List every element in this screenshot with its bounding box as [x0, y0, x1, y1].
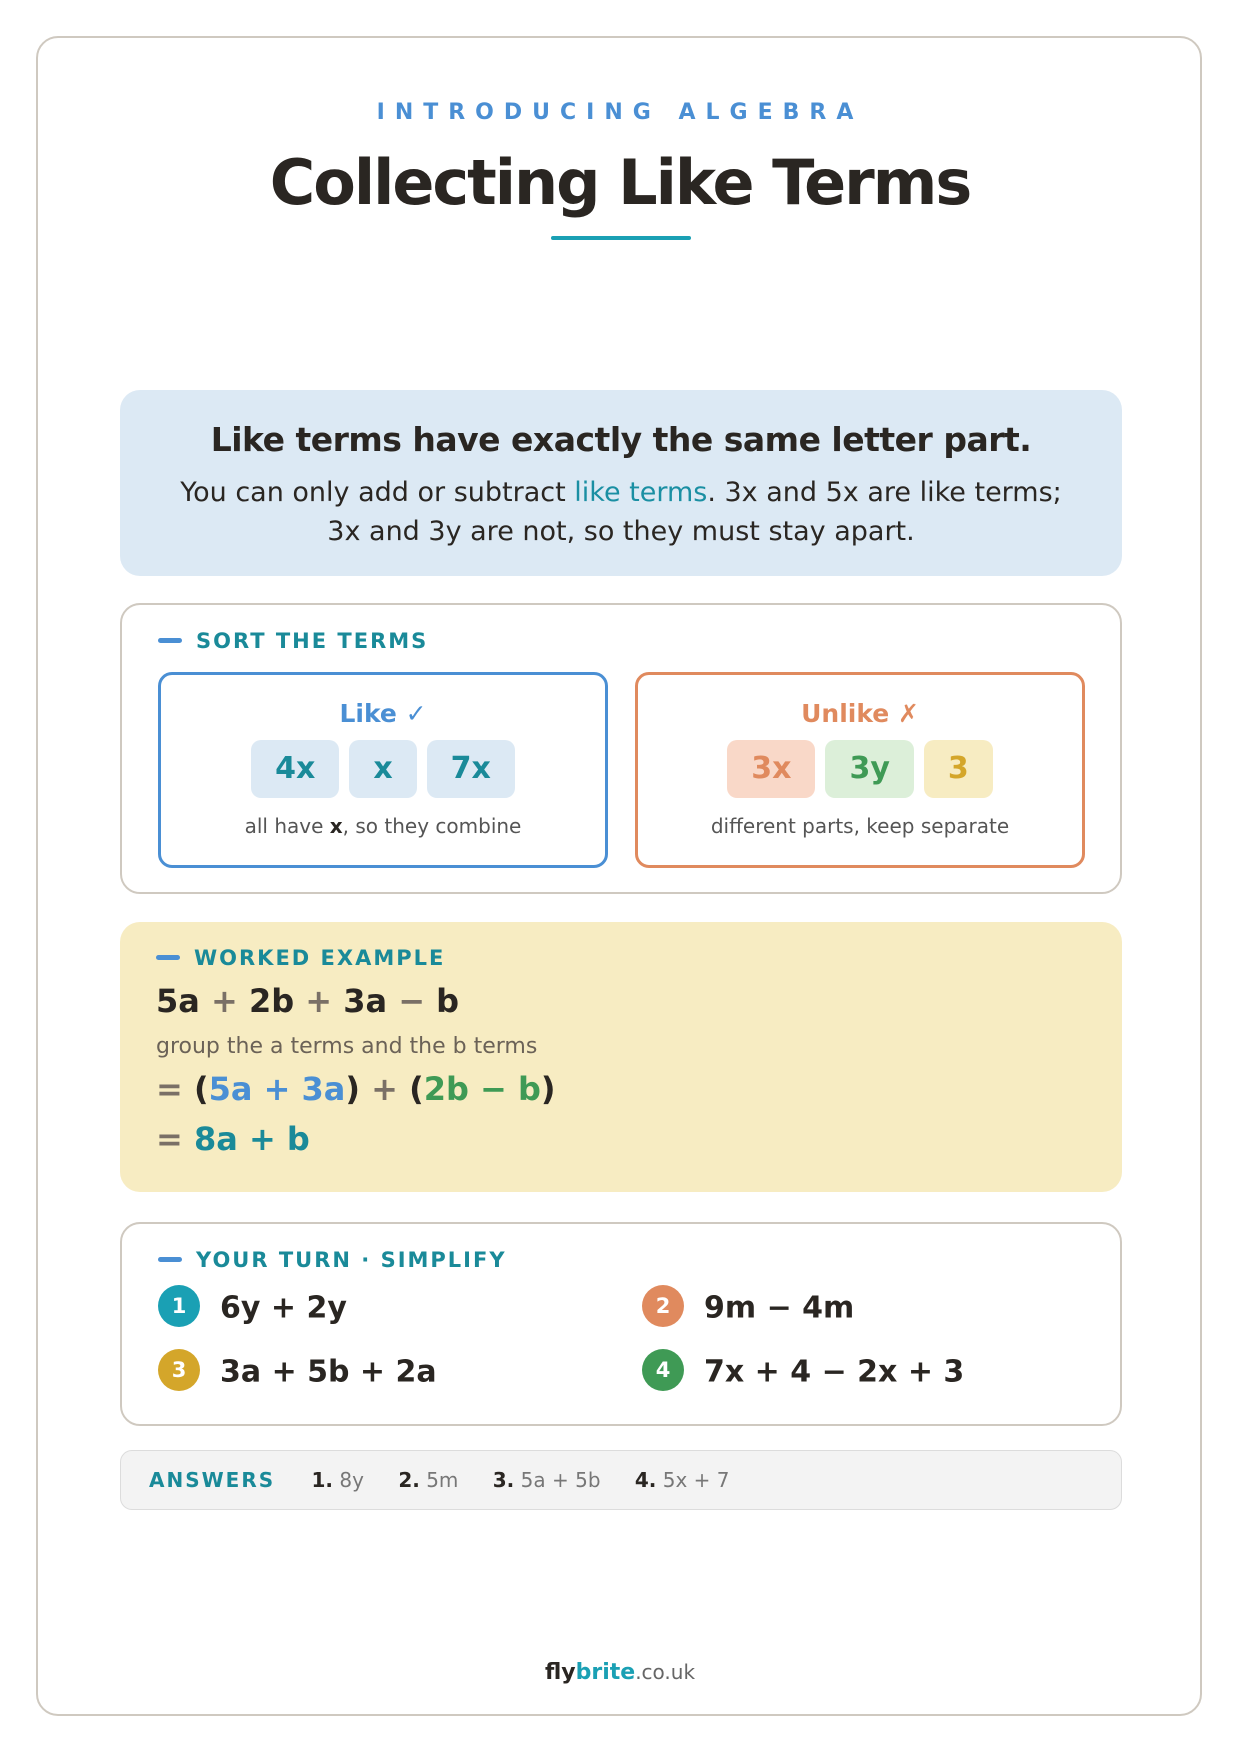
question-number-badge: 4: [642, 1349, 684, 1391]
like-chips: [161, 740, 605, 798]
worked-example-section: [120, 922, 1122, 1192]
question-number-badge: 2: [642, 1285, 684, 1327]
answer-item: [493, 1468, 601, 1492]
question-expression: 9m − 4m: [704, 1290, 855, 1326]
worked-grouping: [156, 1070, 556, 1108]
b-group: 2b − b: [423, 1070, 541, 1108]
bracket: (: [193, 1070, 209, 1108]
info-callout: [120, 390, 1122, 576]
turn-label-text: YOUR TURN · SIMPLIFY: [196, 1248, 507, 1272]
sort-label: [158, 629, 428, 653]
footer-brand: [0, 1660, 1240, 1685]
term: 3a: [343, 982, 388, 1020]
like-caption-bold: x: [329, 814, 343, 838]
question-number-badge: 3: [158, 1349, 200, 1391]
answers-label: ANSWERS: [149, 1468, 276, 1492]
turn-label: [158, 1248, 507, 1272]
term-chip: x: [349, 740, 416, 798]
worked-note: group the a terms and the b terms: [156, 1034, 538, 1059]
answer-item: [635, 1468, 730, 1492]
unlike-group: [635, 672, 1085, 868]
answer-value: 5a + 5b: [520, 1468, 601, 1492]
bracket: ): [345, 1070, 361, 1108]
term: b: [436, 982, 460, 1020]
brand-fly: fly: [544, 1660, 576, 1685]
equals-sign: =: [156, 1120, 194, 1158]
info-body: [120, 473, 1122, 551]
unlike-chips: [638, 740, 1082, 798]
eyebrow-heading: INTRODUCING ALGEBRA: [376, 100, 864, 125]
term: 2b: [248, 982, 295, 1020]
answer-number: 2.: [398, 1468, 420, 1492]
a-group: 5a + 3a: [208, 1070, 346, 1108]
label-dash: [156, 955, 180, 960]
answer-number: 3.: [492, 1468, 515, 1492]
like-caption: [161, 814, 605, 838]
result-expression: 8a + b: [193, 1120, 310, 1158]
answer-number: 1.: [311, 1468, 334, 1492]
info-heading: Like terms have exactly the same letter part.: [210, 420, 1032, 459]
title-underline: [551, 236, 691, 240]
answer-item: [312, 1468, 364, 1492]
question-3: [158, 1352, 437, 1394]
answer-item: [398, 1468, 458, 1492]
page-title: Collecting Like Terms: [269, 146, 971, 219]
sort-section: [120, 603, 1122, 894]
info-text-2: . 3x and 5x are like terms; 3x and 3y are not, so they must stay apart.: [327, 477, 1062, 547]
term-chip: 3: [924, 740, 993, 798]
worked-label: [156, 946, 445, 970]
sort-label-text: SORT THE TERMS: [196, 629, 429, 653]
unlike-title: Unlike ✗: [801, 699, 919, 728]
question-number-badge: 1: [158, 1285, 200, 1327]
worked-label-text: WORKED EXAMPLE: [194, 946, 446, 970]
operator: +: [360, 1070, 410, 1108]
your-turn-section: [120, 1222, 1122, 1426]
question-expression: 3a + 5b + 2a: [220, 1354, 437, 1390]
info-text-1: You can only add or subtract: [180, 477, 575, 508]
like-title: Like ✓: [339, 699, 427, 728]
term-chip: 3x: [727, 740, 815, 798]
label-dash: [158, 638, 182, 643]
question-4: [642, 1352, 964, 1394]
question-2: [642, 1288, 854, 1330]
term-chip: 4x: [251, 740, 339, 798]
question-1: [158, 1288, 347, 1330]
answer-number: 4.: [634, 1468, 657, 1492]
term-chip: 7x: [427, 740, 515, 798]
answer-value: 8y: [339, 1468, 364, 1492]
label-dash: [158, 1257, 182, 1262]
worked-result: [156, 1120, 310, 1158]
unlike-caption: different parts, keep separate: [710, 814, 1010, 838]
bracket: (: [409, 1070, 424, 1108]
brand-brite: brite: [575, 1660, 636, 1685]
equals-sign: =: [156, 1070, 194, 1108]
question-expression: 6y + 2y: [220, 1290, 347, 1326]
worked-expression: [156, 982, 459, 1020]
answer-value: 5x + 7: [662, 1468, 730, 1492]
answer-value: 5m: [426, 1468, 459, 1492]
brand-domain: .co.uk: [635, 1660, 696, 1684]
operator: +: [294, 982, 344, 1020]
bracket: ): [540, 1070, 556, 1108]
question-expression: 7x + 4 − 2x + 3: [704, 1354, 965, 1390]
answers-bar: [120, 1450, 1122, 1510]
operator: −: [387, 982, 437, 1020]
info-highlight: like terms: [574, 477, 708, 508]
term-chip: 3y: [825, 740, 913, 798]
term: 5a: [156, 982, 200, 1020]
operator: +: [199, 982, 249, 1020]
like-caption-post: , so they combine: [342, 814, 522, 838]
answers-content: [149, 1468, 758, 1492]
like-caption-pre: all have: [244, 814, 330, 838]
like-group: [158, 672, 608, 868]
